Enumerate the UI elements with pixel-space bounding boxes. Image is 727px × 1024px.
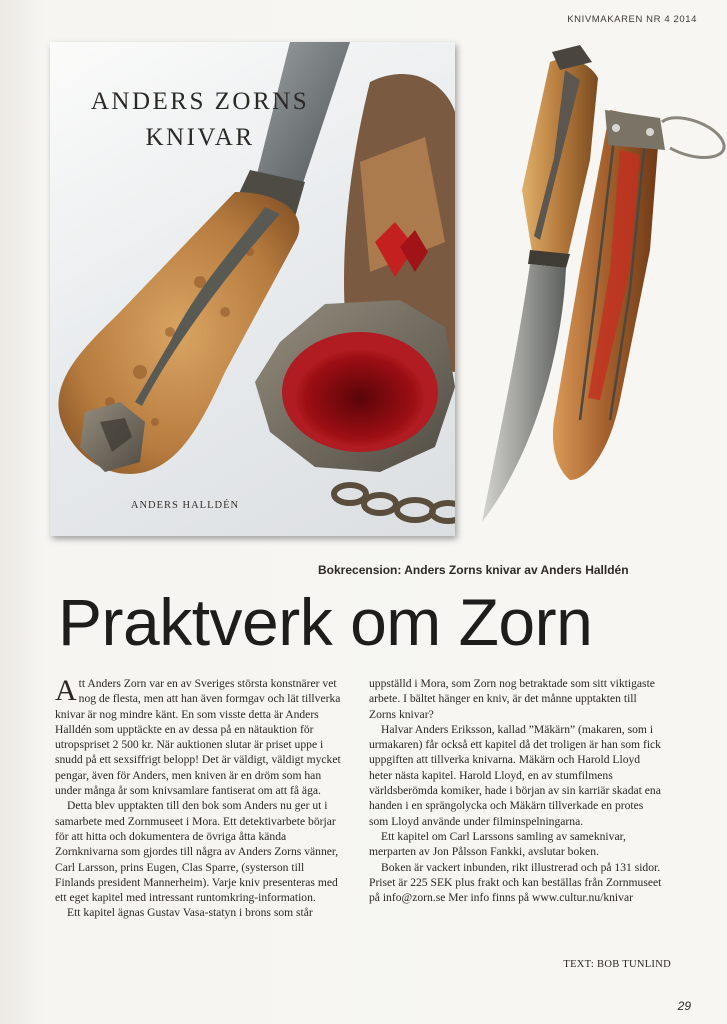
magazine-header: KNIVMAKAREN NR 4 2014 bbox=[567, 14, 697, 25]
drop-cap: A bbox=[55, 674, 77, 707]
book-title-line2: KNIVAR bbox=[145, 124, 255, 151]
paragraph-4: uppställd i Mora, som Zorn nog betraktade som sitt viktigaste arbete. I bältet hänger en kniv, är det månne upptakten till Zorns knivar? bbox=[369, 677, 655, 721]
book-title bbox=[50, 84, 350, 156]
book-author: ANDERS HALLDÉN bbox=[130, 500, 240, 511]
article-headline: Praktverk om Zorn bbox=[58, 585, 593, 659]
book-title-line1: ANDERS ZORNS bbox=[90, 88, 310, 115]
article-column-2 bbox=[369, 676, 665, 905]
paragraph-5: Halvar Anders Eriksson, kallad ”Mäkärn” (makaren, som i urmakaren) får också ett kapitel då det troligen är han som fick uppgiften att tillverka knivarna. Mäkärn och Harold Lloyd heter nästa kapitel. Harold Lloyd, en av stumfilmens världsberömda komiker, hade i början av sin karriär skadat ena handen i en sprängolycka och Mäkärn tillverkade en protes som Lloyd använde under filminspelningarna. bbox=[369, 722, 661, 828]
paragraph-7: Boken är vackert inbunden, rikt illustrerad och på 131 sidor. Priset är 225 SEK plus frakt och kan beställas från Zornmuseet på info@zorn.se Mer info finns på www.cultur.nu/knivar bbox=[369, 860, 662, 905]
article-byline: TEXT: BOB TUNLIND bbox=[563, 959, 671, 970]
paragraph-6: Ett kapitel om Carl Larssons samling av sameknivar, merparten av Jon Pålsson Fankki, avslutar boken. bbox=[369, 829, 626, 859]
page-number: 29 bbox=[677, 999, 691, 1013]
paragraph-2: Detta blev upptakten till den bok som Anders nu ger ut i samarbete med Zornmuseet i Mora. Ett detektivarbete börjar för att hitta och dokumentera de övriga åtta kända Zornknivarna som gjordes till några av Anders Zorns vänner, Carl Larsson, prins Eugen, Clas Sparre, (systerson till Finlands president Mannerheim). Varje kniv presenteras med ett eget kapitel med intressant runtomkring-information. bbox=[55, 799, 339, 905]
paragraph-1-text: tt Anders Zorn var en av Sveriges största konstnärer vet nog de flesta, men att han även formgav och lät tillverka knivar är nog mindre känt. En som visste detta är Anders Halldén som upptäckte en av dessa på en nätauktion för utropspriset 2 500 kr. När auktionen slutar är priset uppe i snudd på ett sexsiffrigt belopp! Det är väldigt, väldigt mycket pengar, även för Anders, men kniven är en dröm som han under många år som knivsamlare fantiserat om att få äga. bbox=[55, 677, 341, 798]
book-cover-image bbox=[50, 42, 455, 536]
knife-and-sheath-photo bbox=[470, 40, 727, 530]
paragraph-3: Ett kapitel ägnas Gustav Vasa-statyn i brons som står bbox=[67, 906, 313, 920]
article-column-1 bbox=[55, 676, 347, 921]
paragraph-1 bbox=[55, 676, 347, 798]
article-kicker: Bokrecension: Anders Zorns knivar av Anders Halldén bbox=[318, 563, 629, 577]
